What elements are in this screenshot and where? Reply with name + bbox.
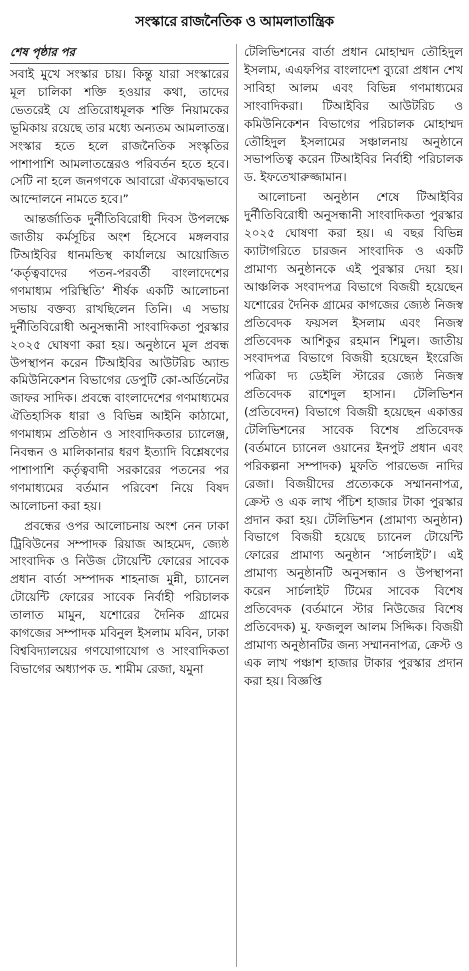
column-divider [236, 44, 237, 967]
column-left [10, 44, 229, 967]
headline: সংস্কারে রাজনৈতিক ও আমলাতান্ত্রিক [135, 14, 334, 30]
column-right [244, 44, 463, 967]
paragraph: সবাই মুখে সংস্কার চায়। কিন্তু যারা সংস্কারের মূল চালিকা শক্তি হওয়ার কথা, তাদের ভেতরেই যে প্রতিরোধমূলক শক্তি নিয়ামকের ভূমিকায় রয়েছে তার মধ্যে অন্যতম আমলাতন্ত্র। সংস্কার হতে হলে রাজনৈতিক সংস্কৃতির পাশাপাশি আমলাতন্ত্রেরও পরিবর্তন হতে হবে। সেটি না হলে জনগণকে আবারো ঐক্যবদ্ধভাবে আন্দোলনে নামতে হবে।” [10, 67, 229, 207]
paragraph: টেলিভিশনের বার্তা প্রধান মোহাম্মদ তৌহিদুল ইসলাম, এএফপির বাংলাদেশ ব্যুরো প্রধান শেখ সাবিহা আলম এবং বিভিন্ন গণমাধ্যমের সাংবাদিকরা। টিআইবির আউটরিচ ও কমিউনিকেশন বিভাগের পরিচালক মোহাম্মদ তৌহিদুল ইসলামের সঞ্চালনায় অনুষ্ঠানে সভাপতিত্ব করেন টিআইবির নির্বাহী পরিচালক ড. ইফতেখারুজ্জামান। [244, 45, 463, 185]
paragraph: প্রবন্ধের ওপর আলোচনায় অংশ নেন ঢাকা ট্রিবিউনের সম্পাদক রিয়াজ আহমেদ, জ্যেষ্ঠ সাংবাদিক ও নিউজ টোয়েন্টি ফোরের সাবেক প্রধান বার্তা সম্পাদক শাহনাজ মুন্নী, চ্যানেল টোয়েন্টি ফোরের সাবেক নির্বাহী পরিচালক তালাত মামুন, যশোরের দৈনিক গ্রামের কাগজের সম্পাদক মবিনুল ইসলাম মবিন, ঢাকা বিশ্ববিদ্যালয়ের গণযোগাযোগ ও সাংবাদিকতা বিভাগের অধ্যাপক ড. শামীম রেজা, যমুনা [10, 518, 229, 676]
paragraph: আলোচনা অনুষ্ঠান শেষে টিআইবির দুর্নীতিবিরোধী অনুসন্ধানী সাংবাদিকতা পুরস্কার ২০২৫ ঘোষণা করা হয়। এ বছর বিভিন্ন ক্যাটাগরিতে চারজন সাংবাদিক ও একটি প্রামাণ্য অনুষ্ঠানকে এই পুরস্কার দেয়া হয়। আঞ্চলিক সংবাদপত্র বিভাগে বিজয়ী হয়েছেন যশোরের দৈনিক গ্রামের কাগজের জ্যেষ্ঠ নিজস্ব প্রতিবেদক ফয়সল ইসলাম এবং নিজস্ব প্রতিবেদক আশিকুর রহমান শিমুল। জাতীয় সংবাদপত্র বিভাগে বিজয়ী হয়েছেন ইংরেজি পত্রিকা দ্য ডেইলি স্টারের জ্যেষ্ঠ নিজস্ব প্রতিবেদক রাশেদুল হাসান। টেলিভিশন (প্রতিবেদন) বিভাগে বিজয়ী হয়েছেন একাত্তর টেলিভিশনের সাবেক বিশেষ প্রতিবেদক (বর্তমানে চ্যানেল ওয়ানের ইনপুট প্রধান এবং পরিকল্পনা সম্পাদক) মুফতি পারভেজ নাদির রেজা। বিজয়ীদের প্রত্যেককে সম্মাননাপত্র, ক্রেস্ট ও এক লাখ পঁচিশ হাজার টাকা পুরস্কার প্রদান করা হয়। টেলিভিশন (প্রামাণ্য অনুষ্ঠান) বিভাগে বিজয়ী হয়েছে চ্যানেল টোয়েন্টি ফোরের প্রামাণ্য অনুষ্ঠান ‘সার্চলাইট’। এই প্রামাণ্য অনুষ্ঠানটি অনুসন্ধান ও উপস্থাপনা করেন সার্চলাইট টিমের সাবেক বিশেষ প্রতিবেদক (বর্তমানে স্টার নিউজের বিশেষ প্রতিবেদক) মু. ফজলুল আলম সিদ্দিক। বিজয়ী প্রামাণ্য অনুষ্ঠানটির জন্য সম্মাননাপত্র, ক্রেস্ট ও এক লাখ পঞ্চাশ হাজার টাকার পুরস্কার প্রদান করা হয়। বিজ্ঞপ্তি [244, 190, 463, 688]
paragraph: আন্তর্জাতিক দুর্নীতিবিরোধী দিবস উপলক্ষে জাতীয় কর্মসূচির অংশ হিসেবে মঙ্গলবার টিআইবির ধানমন্ডিস্থ কার্যালয়ে আয়োজিত ‘কর্তৃত্ববাদের পতন-পরবর্তী বাংলাদেশের গণমাধ্যম পরিস্থিতি’ শীর্ষক একটি আলোচনা সভায় বক্তব্য রাখছিলেন তিনি। এ সভায় দুর্নীতিবিরোধী অনুসন্ধানী সাংবাদিকতা পুরস্কার ২০২৫ ঘোষণা করা হয়। অনুষ্ঠানে মূল প্রবন্ধ উপস্থাপন করেন টিআইবির আউটরিচ অ্যান্ড কমিউনিকেশন বিভাগের ডেপুটি কো-অর্ডিনেটর জাফর সাদিক। প্রবন্ধে বাংলাদেশের গণমাধ্যমের ঐতিহাসিক ধারা ও বিভিন্ন আইনি কাঠামো, গণমাধ্যম প্রতিষ্ঠান ও সাংবাদিকতার চ্যালেঞ্জ, নিবন্ধন ও মালিকানার ধরণ ইত্যাদি বিশ্লেষণের পাশাপাশি কর্তৃত্ববাদী সরকারের পতনের পর গণমাধ্যমের বর্তমান পরিবেশ নিয়ে বিষদ আলোচনা করা হয়। [10, 212, 229, 513]
continued-from-label: শেষ পৃষ্ঠার পর [10, 44, 229, 64]
article-columns [10, 44, 463, 967]
